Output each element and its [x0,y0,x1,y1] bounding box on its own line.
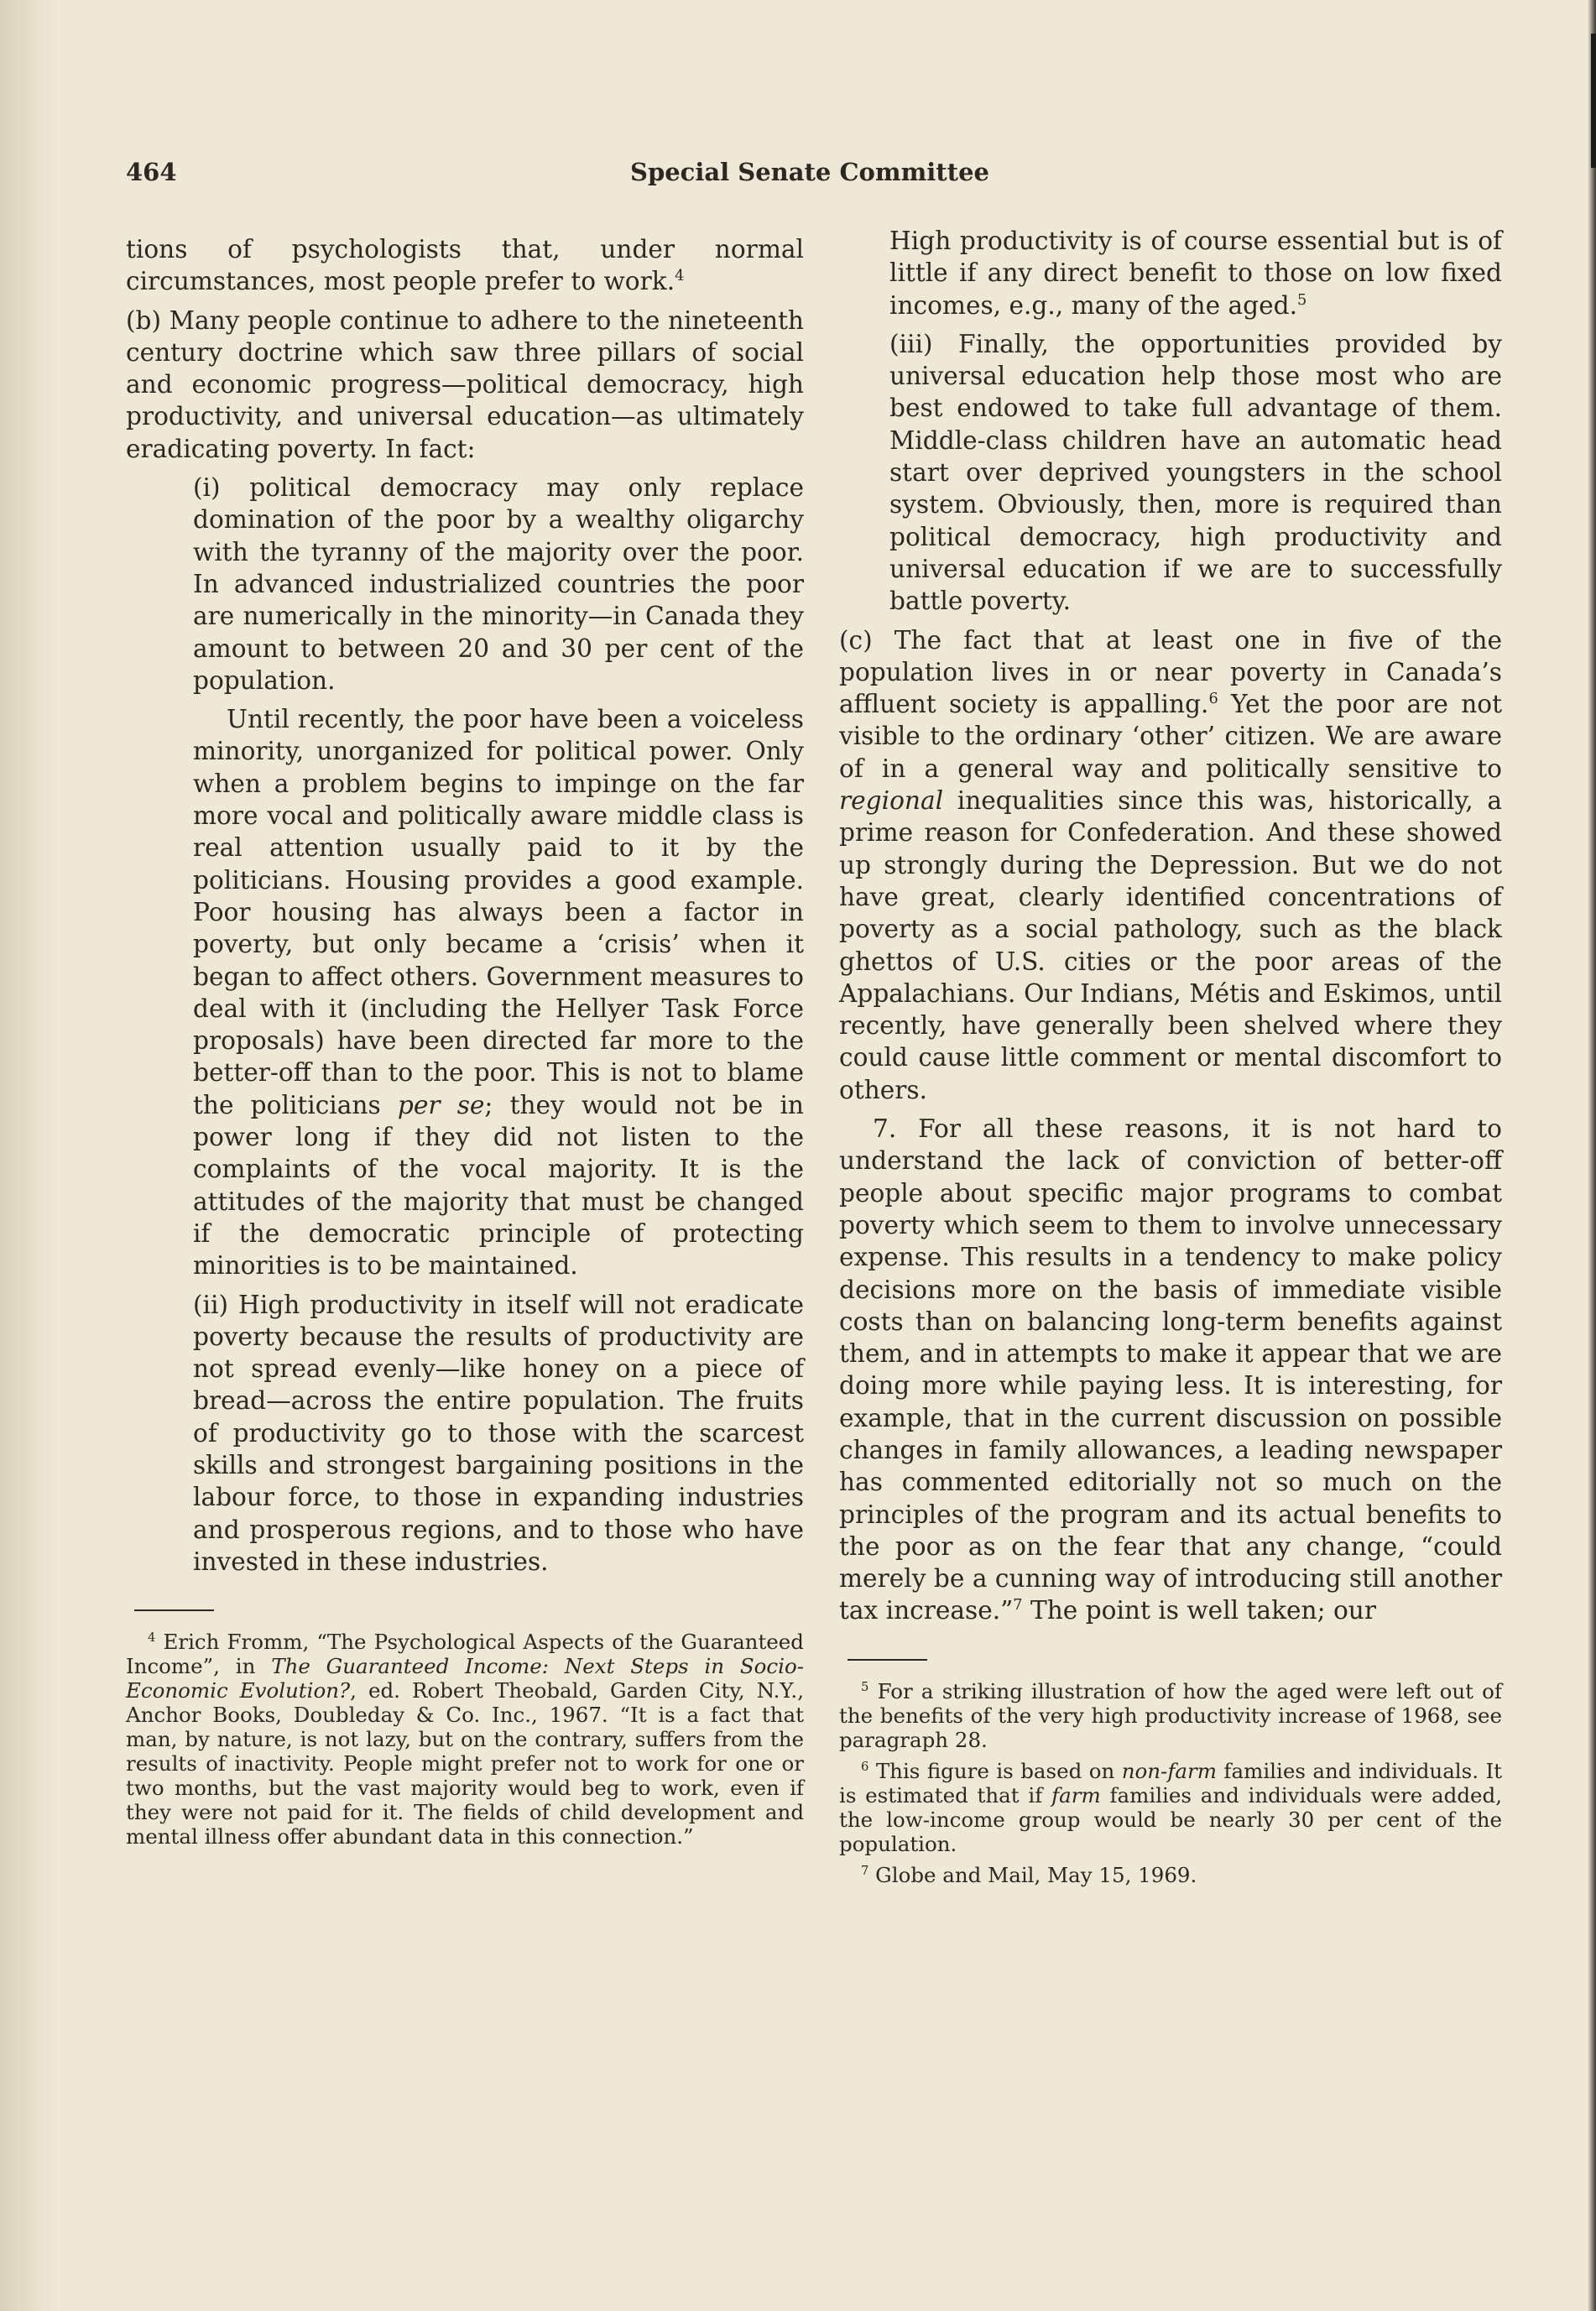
footnote: $^6$ This figure is based on non-farm families and individuals. It is estimated that if farm families and individuals were added, the low-income group would be nearly 30 per cent of the population. [839,1758,1502,1856]
footnote-ref: 4 [675,268,685,285]
paragraph: High productivity is of course essential but is of little if any direct benefit to those on low fixed incomes, e.g., many of the aged.$^5$ [889,227,1502,320]
footnote: $^5$ For a striking illustration of how the aged were left out of the benefits of the very high productivity increase of 1968, see paragraph 28. [839,1678,1502,1752]
left-column [126,233,804,1855]
running-title: Special Senate Committee [630,158,989,186]
paragraph: Until recently, the poor have been a voiceless minority, unorganized for political power. Only when a problem begins to impinge on the far more vocal and politically aware middle class is real attention usually paid to it by the politicians. Housing provides a good example. Poor housing has always been a factor in poverty, but only became a ‘crisis’ when it began to affect others. Government measures to deal with it (including the Hellyer Task Force proposals) have been directed far more to the better-off than to the poor. This is not to blame the politicians per se; they would not be in power long if they did not listen to the complaints of the vocal majority. It is the attitudes of the majority that must be changed if the democratic principle of protecting minorities is to be maintained. [193,705,804,1281]
page-number: 464 [126,158,177,186]
footnote-ref: 6 [1208,691,1218,708]
paragraph: (iii) Finally, the opportunities provided by universal education help those most who are best endowed to take full advantage of them. Middle-class children have an automatic head start over deprived youngsters in the school system. Obviously, then, more is required than political democracy, high productivity and universal education if we are to successfully battle poverty. [889,329,1502,616]
footnote-ref: 5 [1296,291,1307,309]
footnote: $^4$ Erich Fromm, “The Psychological Aspects of the Guaranteed Income”, in The Guaranteed Income: Next Steps in Socio-Economic Evolution?, ed. Robert Theobald, Garden City, N.Y., Anchor Books, Doubleday & Co. Inc., 1967. “It is a fact that man, by nature, is not lazy, but on the contrary, suffers from the results of inactivity. People might prefer not to work for one or two months, but the vast majority would beg to work, even if they were not paid for it. The fields of child development and mental illness offer abundant data in this connection.” [126,1630,804,1849]
right-column [839,225,1502,1894]
page-spine-shadow [0,0,59,2311]
page-right-edge [1588,0,1596,2311]
footnote-ref: 7 [1013,1597,1023,1615]
paragraph: (ii) High productivity in itself will not eradicate poverty because the results of productivity are not spread evenly—like honey on a piece of bread—across the entire population. The fruits of productivity go to those with the scarcest skills and strongest bargaining positions in the labour force, to those in expanding industries and prosperous regions, and to those who have invested in these industries. [193,1290,804,1576]
paragraph: tions of psychologists that, under normal circumstances, most people prefer to work.$^4$ [126,235,804,296]
paragraph: (c) The fact that at least one in five of the population lives in or near poverty in Canada’s affluent society is appalling.$^6$ Yet the poor are not visible to the ordinary ‘other’ citizen. We are aware of in a general way and politically sensitive to regional inequalities since this was, historically, a prime reason for Confederation. And these showed up strongly during the Depression. But we do not have great, clearly identified concentrations of poverty as a social pathology, such as the black ghettos of U.S. cities or the poor areas of the Appalachians. Our Indians, Métis and Eskimos, until recently, have generally been shelved where they could cause little comment or mental discomfort to others. [839,625,1502,1104]
paragraph: (b) Many people continue to adhere to the nineteenth century doctrine which saw three pillars of social and economic progress—political democracy, high productivity, and universal education—as ultimately eradicating poverty. In fact: [126,305,804,463]
paragraph: 7. For all these reasons, it is not hard to understand the lack of conviction of better-off people about specific major programs to combat poverty which seem to them to involve unnecessary expense. This results in a tendency to make policy decisions more on the basis of immediate visible costs than on balancing long-term benefits against them, and in attempts to make it appear that we are doing more while paying less. It is interesting, for example, that in the current discussion on possible changes in family allowances, a leading newspaper has commented editorially not so much on the principles of the program and its actual benefits to the poor as on the fear that any change, “could merely be a cunning way of introducing still another tax increase.”$^7$ The point is well taken; our [839,1114,1502,1625]
footnote: $^7$ Globe and Mail, May 15, 1969. [861,1862,1197,1887]
footnote-separator [134,1609,214,1611]
page-right-edge-mark [1591,34,1596,168]
footnote-separator [848,1659,927,1661]
page-header [126,158,1494,200]
paragraph: (i) political democracy may only replace domination of the poor by a wealthy oligarchy with the tyranny of the majority over the poor. In advanced industrialized countries the poor are numerically in the minority—in Canada they amount to between 20 and 30 per cent of the population. [193,473,804,695]
